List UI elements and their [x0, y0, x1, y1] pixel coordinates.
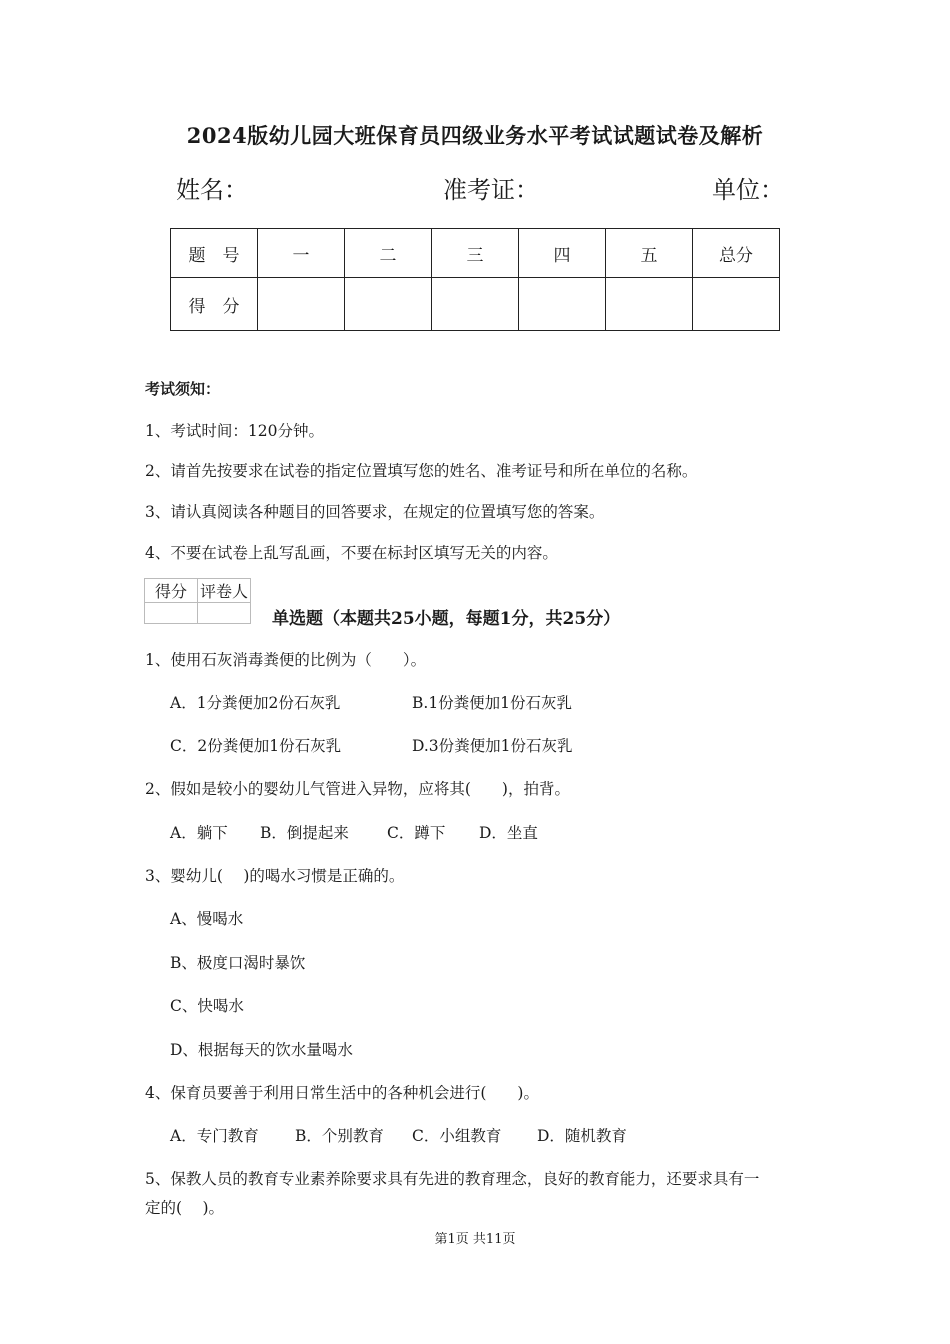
- score-table-empty-cell[interactable]: [519, 278, 606, 331]
- question-option[interactable]: A．1分粪便加2份石灰乳: [170, 694, 341, 712]
- notice-item: 3、请认真阅读各种题目的回答要求，在规定的位置填写您的答案。: [145, 503, 605, 521]
- question-option[interactable]: C．2份粪便加1份石灰乳: [170, 737, 342, 755]
- score-table-cell: 题 号: [171, 229, 258, 278]
- question-option[interactable]: B．倒提起来: [260, 824, 349, 842]
- question-option[interactable]: D．坐直: [479, 824, 538, 842]
- section-title: 单选题（本题共25小题，每题1分，共25分）: [272, 609, 621, 629]
- name-field-label: 姓名：: [176, 176, 248, 204]
- score-table: [170, 228, 780, 331]
- question-option[interactable]: C．蹲下: [387, 824, 446, 842]
- question-option[interactable]: C、快喝水: [170, 997, 244, 1015]
- question-stem: 4、保育员要善于利用日常生活中的各种机会进行( )。: [145, 1084, 539, 1102]
- question-option[interactable]: B.1份粪便加1份石灰乳: [412, 694, 573, 712]
- score-table-cell: 二: [345, 229, 432, 278]
- question-option[interactable]: B、极度口渴时暴饮: [170, 954, 306, 972]
- grader-score-cell[interactable]: [145, 603, 198, 624]
- score-table-cell: 三: [432, 229, 519, 278]
- score-table-cell: 四: [519, 229, 606, 278]
- question-option[interactable]: D.3份粪便加1份石灰乳: [412, 737, 573, 755]
- question-stem: 2、假如是较小的婴幼儿气管进入异物，应将其( )，拍背。: [145, 780, 570, 798]
- question-option[interactable]: C．小组教育: [412, 1127, 502, 1145]
- score-table-header-row: [171, 229, 780, 278]
- question-option[interactable]: A．躺下: [170, 824, 228, 842]
- question-option[interactable]: A、慢喝水: [170, 910, 244, 928]
- exam-id-field-label: 准考证：: [443, 176, 539, 204]
- grader-box: [144, 578, 251, 624]
- score-table-cell: 五: [606, 229, 693, 278]
- score-table-empty-cell[interactable]: [693, 278, 780, 331]
- grader-name-label: 评卷人: [198, 579, 251, 603]
- notice-item: 4、不要在试卷上乱写乱画，不要在标封区填写无关的内容。: [145, 544, 558, 562]
- question-option[interactable]: A．专门教育: [170, 1127, 259, 1145]
- question-stem: 5、保教人员的教育专业素养除要求具有先进的教育理念，良好的教育能力，还要求具有一: [145, 1170, 760, 1188]
- question-stem: 3、婴幼儿( )的喝水习惯是正确的。: [145, 867, 405, 885]
- grader-name-cell[interactable]: [198, 603, 251, 624]
- score-table-cell: 总分: [693, 229, 780, 278]
- question-option[interactable]: B．个别教育: [295, 1127, 384, 1145]
- question-stem: 1、使用石灰消毒粪便的比例为（ ）。: [145, 651, 427, 669]
- grader-score-label: 得分: [145, 579, 198, 603]
- score-table-empty-cell[interactable]: [345, 278, 432, 331]
- unit-field-label: 单位：: [712, 176, 784, 204]
- question-option[interactable]: D．随机教育: [537, 1127, 627, 1145]
- notice-item: 1、考试时间：120分钟。: [145, 422, 324, 440]
- question-option[interactable]: D、根据每天的饮水量喝水: [170, 1041, 353, 1059]
- score-table-empty-cell[interactable]: [606, 278, 693, 331]
- score-table-empty-cell[interactable]: [258, 278, 345, 331]
- score-table-empty-cell[interactable]: [432, 278, 519, 331]
- notice-item: 2、请首先按要求在试卷的指定位置填写您的姓名、准考证号和所在单位的名称。: [145, 462, 698, 480]
- score-table-score-row: [171, 278, 780, 331]
- score-table-cell: 一: [258, 229, 345, 278]
- exam-title: 2024版幼儿园大班保育员四级业务水平考试试题试卷及解析: [186, 123, 764, 148]
- score-table-row-label: 得 分: [171, 278, 258, 331]
- page-footer: 第1页 共11页: [434, 1232, 516, 1247]
- notice-heading: 考试须知：: [145, 380, 221, 398]
- question-stem-continued: 定的( )。: [145, 1199, 225, 1217]
